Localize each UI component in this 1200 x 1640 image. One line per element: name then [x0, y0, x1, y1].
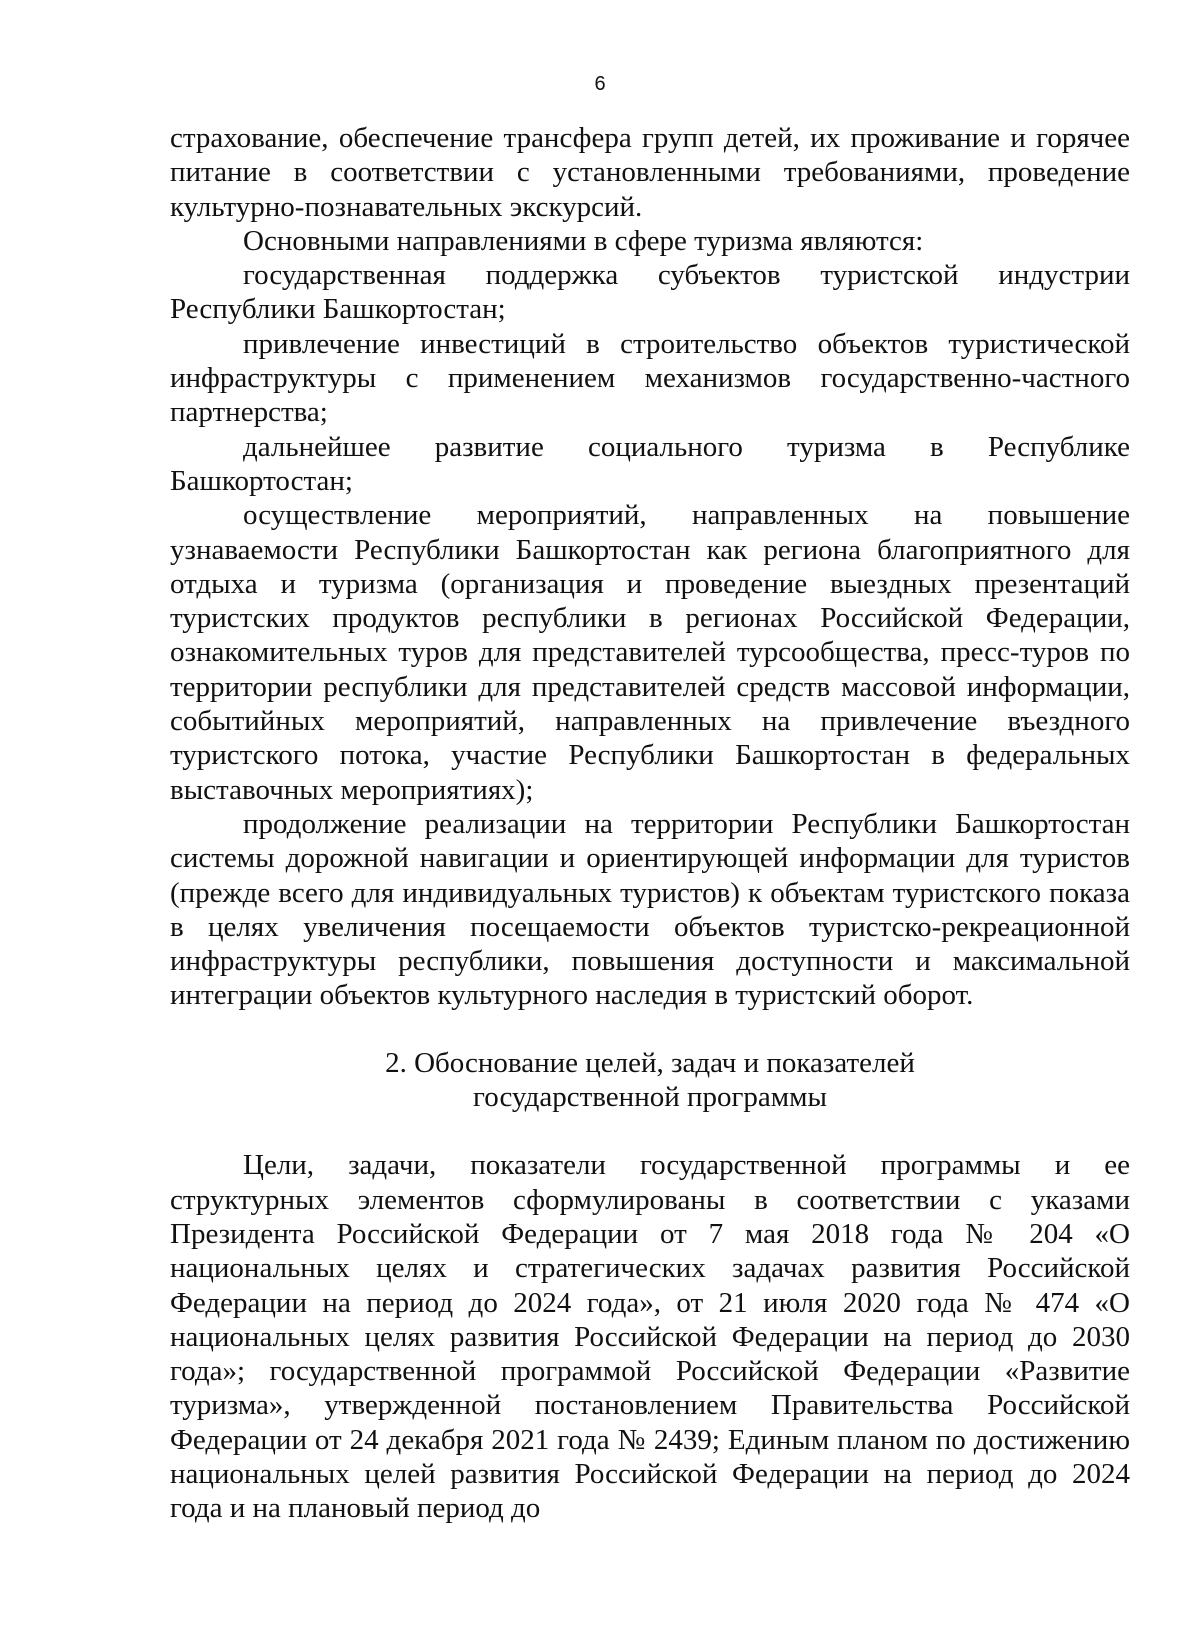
paragraph-insurance: страхование, обеспечение трансфера групп детей, их проживание и горячее питание в соответствии с установленными требованиями, проведение культурно-познавательных экскурсий. — [170, 122, 1130, 223]
list-item-investment: привлечение инвестиций в строительство объектов туристической инфраструктуры с применением механизмов государственно-частного партнерства; — [170, 327, 1130, 429]
section-heading — [170, 1046, 1130, 1115]
list-item-road-navigation: продолжение реализации на территории Республики Башкортостан системы дорожной навигации и ориентирующей информации для туристов (прежде всего для индивидуальных туристов) к объектам туристского показа в целях увеличения посещаемости объектов туристско-рекреационной инфраструктуры республики, повышения доступности и максимальной интеграции объектов культурного наследия в туристский оборот. — [170, 807, 1130, 1012]
document-body — [170, 121, 1130, 1526]
paragraph-goals-basis: Цели, задачи, показатели государственной программы и ее структурных элементов сформулированы в соответствии с указами Президента Российской Федерации от 7 мая 2018 года № 204 «О национальных целях и стратегических задачах развития Российской Федерации на период до 2024 года», от 21 июля 2020 года № 474 «О национальных целях развития Российской Федерации на период до 2030 года»; государственной программой Российской Федерации «Развитие туризма», утвержденной постановлением Правительства Российской Федерации от 24 декабря 2021 года № 2439; Единым планом по достижению национальных целей развития Российской Федерации на период до 2024 года и на плановый период до — [170, 1149, 1130, 1525]
page-number: 6 — [594, 73, 606, 95]
paragraph-main-directions: Основными направлениями в сфере туризма являются: — [243, 224, 924, 257]
list-item-recognition-events: осуществление мероприятий, направленных на повышение узнаваемости Республики Башкортостан как региона благоприятного для отдыха и туризма (организация и проведение выездных презентаций туристских продуктов республики в регионах Российской Федерации, ознакомительных туров для представителей турсообщества, пресс-туров по территории республики для представителей средств массовой информации, событийных мероприятий, направленных на привлечение въездного туристского потока, участие Республики Башкортостан в федеральных выставочных мероприятиях); — [170, 499, 1130, 806]
list-item-social-tourism: дальнейшее развитие социального туризма в Республике Башкортостан; — [170, 430, 1130, 497]
section-heading-line-1: 2. Обоснование целей, задач и показателей — [385, 1046, 915, 1079]
section-heading-line-2: государственной программы — [473, 1081, 827, 1114]
list-item-state-support: государственная поддержка субъектов туристской индустрии Республики Башкортостан; — [170, 259, 1130, 326]
